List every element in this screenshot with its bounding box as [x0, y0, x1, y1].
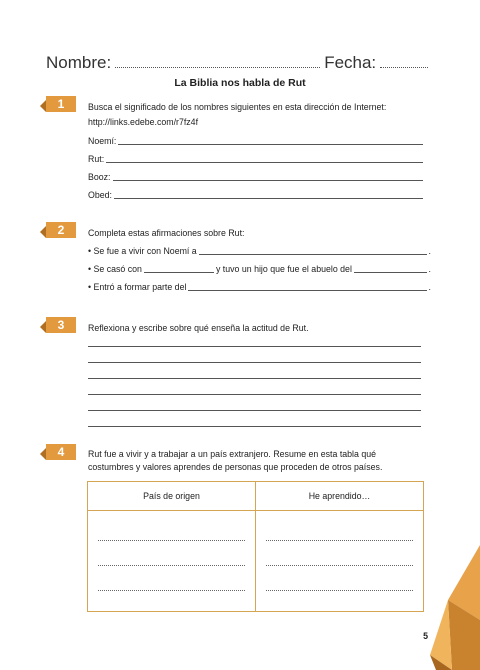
activity-4-number: 4 [57, 445, 65, 459]
activity-1-number: 1 [57, 97, 65, 111]
name-label: Nombre: [46, 53, 112, 72]
noemi-label: Noemí: [88, 136, 117, 146]
page-number: 5 [423, 631, 428, 641]
rut-label: Rut: [88, 154, 105, 164]
activity-2-number: 2 [57, 223, 65, 237]
booz-label: Booz: [88, 172, 111, 182]
activity-3-instruction: Reflexiona y escribe sobre qué enseña la actitud de Rut. [88, 323, 309, 333]
obed-label: Obed: [88, 190, 112, 200]
activity-4-instruction-line-1: Rut fue a vivir y a trabajar a un país extranjero. Resume en esta tabla qué [88, 449, 377, 459]
header-pais-de-origen: País de origen [88, 482, 256, 511]
activity-2-instruction: Completa estas afirmaciones sobre Rut: [88, 228, 245, 238]
bullet-1-end: . [428, 246, 431, 256]
bullet-2-text-b: y tuvo un hijo que fue el abuelo del [215, 264, 352, 274]
activity-1-instruction: Busca el significado de los nombres siguientes en esta dirección de Internet: [88, 102, 387, 112]
bullet-3-text: • Entró a formar parte del [88, 282, 187, 292]
bullet-2-end: . [428, 264, 431, 274]
activity-3-number: 3 [57, 318, 65, 332]
worksheet-title: La Biblia nos habla de Rut [174, 77, 306, 89]
activity-1-link[interactable]: http://links.edebe.com/r7fz4f [88, 117, 199, 127]
bullet-2-text-a: • Se casó con [88, 264, 142, 274]
activity-4-instruction-line-2: costumbres y valores aprendes de personas que proceden de otros países. [88, 462, 383, 472]
bullet-3-end: . [428, 282, 431, 292]
bullet-1-text: • Se fue a vivir con Noemí a [88, 246, 197, 256]
date-label: Fecha: [324, 53, 377, 72]
header-he-aprendido: He aprendido… [256, 482, 424, 511]
